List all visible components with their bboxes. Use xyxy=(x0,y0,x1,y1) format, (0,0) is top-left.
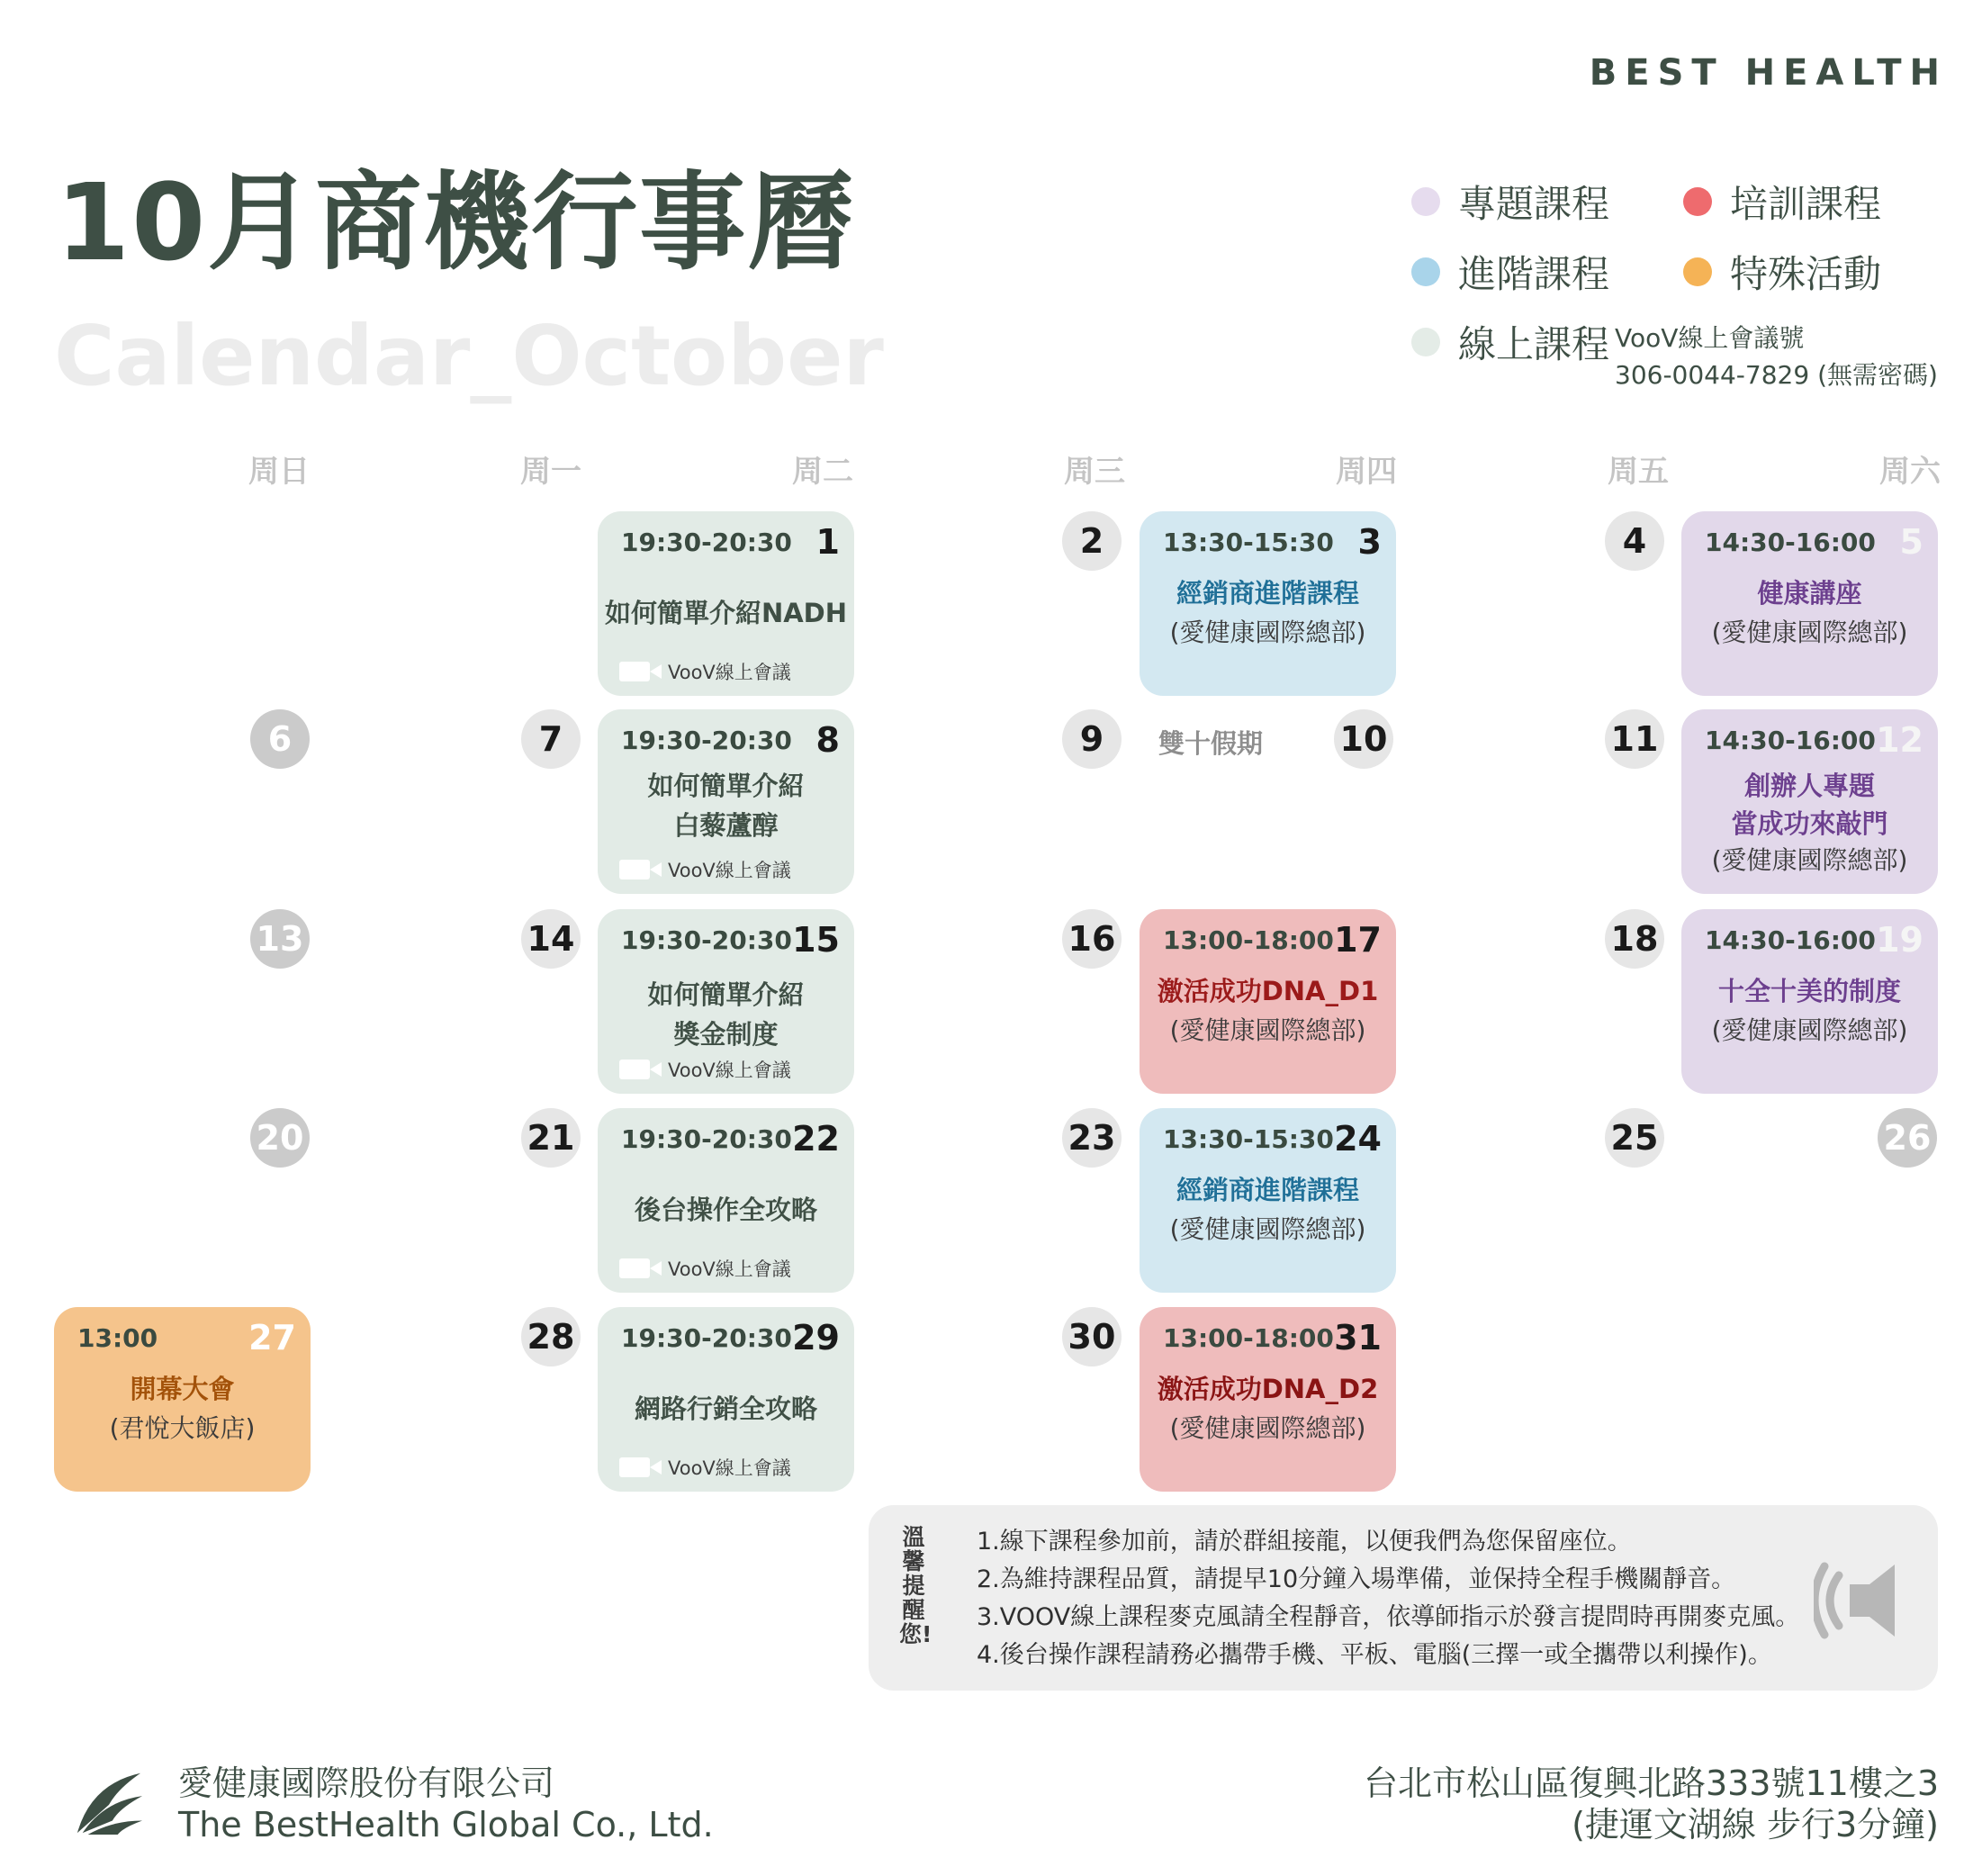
event-title: 經銷商進階課程 xyxy=(1176,578,1359,609)
voov-label: VooV線上會議號 xyxy=(1615,323,1805,353)
brand-logo: BEST HEALTH xyxy=(1589,52,1948,94)
address-note: (捷運文湖線 步行3分鐘) xyxy=(1572,1805,1939,1844)
voov-info xyxy=(1615,320,1938,393)
legend-online-label: 線上課程 xyxy=(1458,322,1610,366)
event-card-oct15[interactable] xyxy=(598,909,854,1094)
event-day-number: 22 xyxy=(792,1119,840,1159)
event-meeting-label: VooV線上會議 xyxy=(668,662,791,683)
event-location: (愛健康國際總部) xyxy=(1169,1015,1366,1045)
event-title-line2: 獎金制度 xyxy=(673,1018,779,1050)
video-camera-icon xyxy=(619,1060,650,1079)
event-title-line1: 如何簡單介紹 xyxy=(647,771,805,801)
event-time: 19:30-20:30 xyxy=(621,1124,792,1154)
event-location: (君悅大飯店) xyxy=(109,1412,256,1443)
page-subtitle: Calendar_October xyxy=(54,308,884,404)
event-card-oct8[interactable] xyxy=(598,709,854,894)
event-card-oct5[interactable] xyxy=(1681,511,1938,696)
event-day-number: 24 xyxy=(1334,1119,1382,1159)
event-body xyxy=(1140,1171,1396,1249)
day-circle-oct30: 30 xyxy=(1062,1307,1122,1366)
day-circle-oct21: 21 xyxy=(521,1108,581,1168)
event-title: 十全十美的制度 xyxy=(1717,976,1901,1006)
event-card-oct3[interactable] xyxy=(1140,511,1396,696)
event-title: 激活成功DNA_D1 xyxy=(1157,976,1379,1006)
day-circle-oct4: 4 xyxy=(1605,511,1664,571)
company-address xyxy=(1364,1763,1939,1845)
legend-advanced-label: 進階課程 xyxy=(1458,252,1610,296)
event-title: 開幕大會 xyxy=(130,1374,235,1404)
legend-training xyxy=(1683,175,1881,229)
weekday-wed: 周三 xyxy=(1064,454,1125,490)
event-location: (愛健康國際總部) xyxy=(1169,617,1366,647)
day-circle-oct23: 23 xyxy=(1062,1108,1122,1168)
event-day-number: 31 xyxy=(1334,1318,1382,1357)
event-title: 激活成功DNA_D2 xyxy=(1157,1374,1379,1404)
event-day-number: 19 xyxy=(1876,920,1923,960)
company-name xyxy=(178,1763,714,1845)
event-body xyxy=(1681,574,1938,652)
notice-line: 4.後台操作課程請務必攜帶手機、平板、電腦(三擇一或全攜帶以利操作)。 xyxy=(977,1641,1772,1669)
legend-special xyxy=(1683,245,1881,299)
day-circle-oct28: 28 xyxy=(521,1307,581,1366)
event-card-oct31[interactable] xyxy=(1140,1307,1396,1492)
notice-line: 1.線下課程參加前，請於群組接龍，以便我們為您保留座位。 xyxy=(977,1528,1632,1556)
event-day-number: 3 xyxy=(1357,522,1382,562)
event-location: (愛健康國際總部) xyxy=(1711,617,1908,647)
company-leaf-logo-icon xyxy=(74,1766,144,1836)
weekday-sun: 周日 xyxy=(248,454,310,490)
event-location: (愛健康國際總部) xyxy=(1169,1213,1366,1244)
day-circle-oct18: 18 xyxy=(1605,909,1664,969)
advanced-dot-icon xyxy=(1411,257,1440,286)
event-day-number: 27 xyxy=(248,1318,296,1357)
event-location: (愛健康國際總部) xyxy=(1169,1412,1366,1443)
event-card-oct19[interactable] xyxy=(1681,909,1938,1094)
event-time: 14:30-16:00 xyxy=(1705,925,1876,955)
day-circle-oct2: 2 xyxy=(1062,511,1122,571)
weekday-thu: 周四 xyxy=(1336,454,1397,490)
event-time: 13:30-15:30 xyxy=(1163,1124,1334,1154)
legend-special-label: 特殊活動 xyxy=(1730,252,1882,296)
event-time: 19:30-20:30 xyxy=(621,925,792,955)
event-time: 14:30-16:00 xyxy=(1705,528,1876,557)
event-meeting-label: VooV線上會議 xyxy=(668,860,791,881)
company-name-en: The BestHealth Global Co., Ltd. xyxy=(178,1805,714,1844)
event-day-number: 1 xyxy=(815,522,840,562)
video-camera-icon xyxy=(619,1457,650,1477)
topic-dot-icon xyxy=(1411,187,1440,216)
event-title-line1: 創辦人專題 xyxy=(1743,771,1875,801)
event-day-number: 5 xyxy=(1899,522,1923,562)
voov-number: 306-0044-7829 (無需密碼) xyxy=(1615,359,1938,390)
event-day-number: 29 xyxy=(792,1318,840,1357)
event-day-number: 8 xyxy=(815,720,840,760)
weekday-fri: 周五 xyxy=(1608,454,1669,490)
day-circle-oct6: 6 xyxy=(250,709,310,769)
training-dot-icon xyxy=(1683,187,1712,216)
event-time: 13:00 xyxy=(77,1323,158,1353)
day-circle-oct13: 13 xyxy=(250,909,310,969)
speaker-icon xyxy=(1814,1556,1907,1646)
event-card-oct17[interactable] xyxy=(1140,909,1396,1094)
legend-topic xyxy=(1411,175,1609,229)
legend-training-label: 培訓課程 xyxy=(1730,182,1882,226)
video-camera-icon xyxy=(619,662,650,681)
event-body xyxy=(1140,1370,1396,1448)
day-circle-oct14: 14 xyxy=(521,909,581,969)
notice-lines xyxy=(977,1523,1799,1674)
event-meeting-label: VooV線上會議 xyxy=(668,1457,791,1479)
event-body xyxy=(1140,574,1396,652)
event-title-line2: 白藜蘆醇 xyxy=(673,809,779,841)
weekday-tue: 周二 xyxy=(792,454,853,490)
online-dot-icon xyxy=(1411,328,1440,356)
event-title: 網路行銷全攻略 xyxy=(634,1393,817,1424)
page-title: 10月商機行事曆 xyxy=(56,160,856,284)
event-title: 經銷商進階課程 xyxy=(1176,1175,1359,1205)
event-card-oct1[interactable] xyxy=(598,511,854,696)
special-dot-icon xyxy=(1683,257,1712,286)
event-meeting xyxy=(619,856,791,883)
event-meeting-label: VooV線上會議 xyxy=(668,1258,791,1280)
event-title: 後台操作全攻略 xyxy=(634,1195,817,1225)
event-time: 13:00-18:00 xyxy=(1163,925,1334,955)
event-meeting-label: VooV線上會議 xyxy=(668,1060,791,1081)
address-line: 台北市松山區復興北路333號11樓之3 xyxy=(1363,1763,1939,1803)
event-card-oct27[interactable] xyxy=(54,1307,311,1492)
event-day-number: 17 xyxy=(1334,920,1382,960)
event-time: 19:30-20:30 xyxy=(621,528,792,557)
weekday-mon: 周一 xyxy=(520,454,581,490)
event-body xyxy=(1681,972,1938,1050)
day-circle-oct9: 9 xyxy=(1062,709,1122,769)
event-meeting xyxy=(619,1056,791,1083)
day-circle-oct25: 25 xyxy=(1605,1108,1664,1168)
notice-label: 溫馨提醒您! xyxy=(899,1524,932,1647)
event-time: 13:30-15:30 xyxy=(1163,528,1334,557)
day-circle-oct10: 10 xyxy=(1334,709,1393,769)
event-body xyxy=(1140,972,1396,1050)
event-time: 19:30-20:30 xyxy=(621,726,792,755)
day-circle-oct16: 16 xyxy=(1062,909,1122,969)
event-day-number: 15 xyxy=(792,920,840,960)
day-circle-oct20: 20 xyxy=(250,1108,310,1168)
event-card-oct12[interactable] xyxy=(1681,709,1938,894)
event-body xyxy=(598,767,854,845)
event-title: 如何簡單介紹NADH xyxy=(604,598,848,628)
notice-box xyxy=(869,1505,1938,1691)
legend-advanced xyxy=(1411,245,1609,299)
notice-line: 3.VOOV線上課程麥克風請全程靜音，依導師指示於發言提問時再開麥克風。 xyxy=(977,1603,1800,1631)
legend-online xyxy=(1411,315,1609,369)
company-name-zh: 愛健康國際股份有限公司 xyxy=(178,1763,555,1803)
event-time: 19:30-20:30 xyxy=(621,1323,792,1353)
event-card-oct29[interactable] xyxy=(598,1307,854,1492)
event-card-oct24[interactable] xyxy=(1140,1108,1396,1293)
legend-topic-label: 專題課程 xyxy=(1458,182,1610,226)
event-title-line2: 當成功來敲門 xyxy=(1731,808,1888,840)
event-meeting xyxy=(619,1255,791,1282)
event-title-line1: 如何簡單介紹 xyxy=(647,979,805,1010)
event-body xyxy=(54,1370,311,1448)
event-body xyxy=(1681,767,1938,879)
video-camera-icon xyxy=(619,860,650,879)
event-time: 13:00-18:00 xyxy=(1163,1323,1334,1353)
event-body xyxy=(598,976,854,1054)
event-meeting xyxy=(619,658,791,685)
event-day-number: 12 xyxy=(1876,720,1923,760)
video-camera-icon xyxy=(619,1258,650,1278)
day-circle-oct26: 26 xyxy=(1878,1108,1937,1168)
day-circle-oct7: 7 xyxy=(521,709,581,769)
holiday-label: 雙十假期 xyxy=(1158,728,1264,759)
event-meeting xyxy=(619,1454,791,1481)
event-title: 健康講座 xyxy=(1757,578,1862,609)
event-card-oct22[interactable] xyxy=(598,1108,854,1293)
day-circle-oct11: 11 xyxy=(1605,709,1664,769)
event-location: (愛健康國際總部) xyxy=(1711,845,1908,876)
event-location: (愛健康國際總部) xyxy=(1711,1015,1908,1045)
notice-line: 2.為維持課程品質，請提早10分鐘入場準備，並保持全程手機關靜音。 xyxy=(977,1565,1736,1593)
weekday-sat: 周六 xyxy=(1879,454,1941,490)
event-time: 14:30-16:00 xyxy=(1705,726,1876,755)
